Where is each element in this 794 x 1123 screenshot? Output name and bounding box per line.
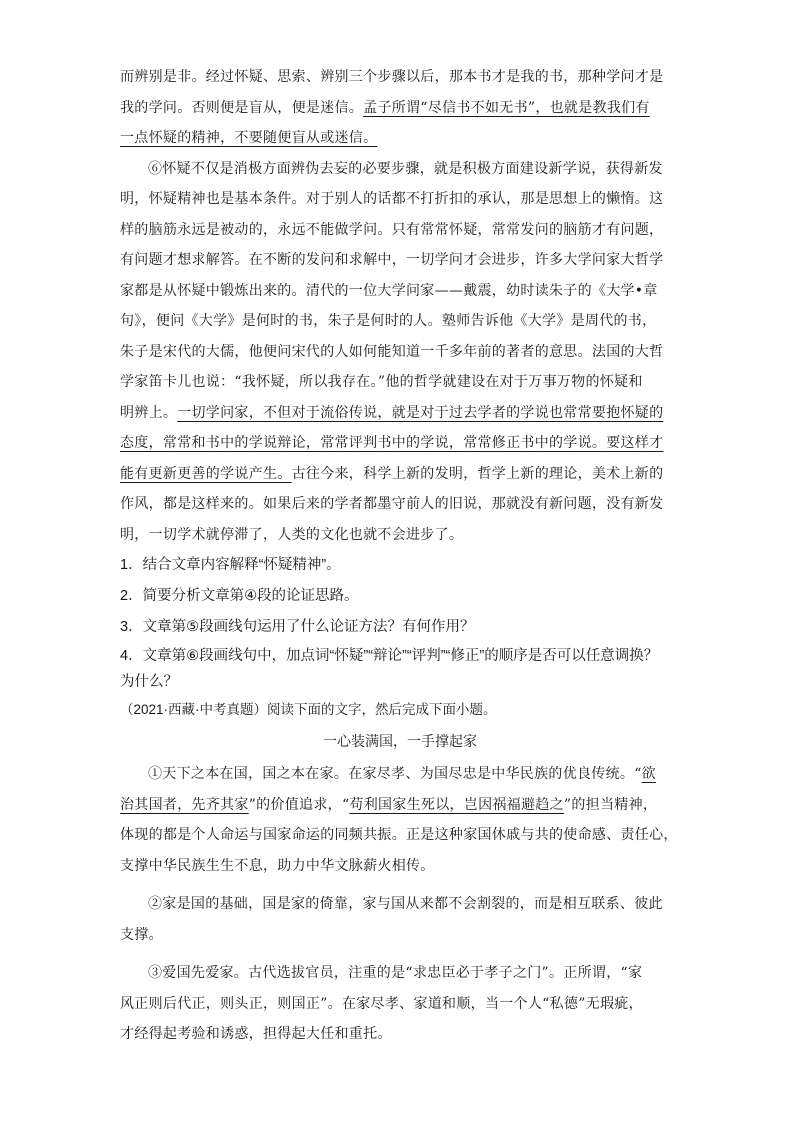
text-line: 句》，便问《大学》是何时的书，朱子是何时的人。塾师告诉他《大学》是周代的书， [120, 313, 657, 329]
text-line: 有问题才想求解答。在不断的发问和求解中，一切学问才会进步，许多大学问家大哲学 [120, 252, 664, 268]
underlined-sentence: 态度，常常和书中的学说辩论，常常评判书中的学说，常常修正书中的学说。要这样才 [120, 435, 664, 451]
text-line [120, 123, 680, 154]
text-line: 明辨上。一切学问家，不但对于流俗传说，就是对于过去学者的学说也常常要抱怀疑的 [120, 404, 664, 421]
underlined-phrase: 欲 [641, 766, 656, 782]
underlined-sentence: 孟子所谓“尽信书不如无书”，也就是教我们有 [363, 99, 650, 116]
paragraph-6 [120, 154, 680, 551]
text-line: 才经得起考验和诱惑，担得起大任和重托。 [120, 1026, 392, 1042]
text-line: ②家是国的基础，国是家的倚靠，家与国从来都不会割裂的，而是相互联系、彼此 [148, 896, 663, 912]
underlined-sentence: 一切学问家，不但对于流俗传说，就是对于过去学者的学说也常常要抱怀疑的 [177, 404, 664, 421]
text-line: 明，怀疑精神也是基本条件。对于别人的话都不打折扣的承认，那是思想上的懒惰。这 [120, 191, 664, 207]
text-line: ①天下之本在国，国之本在家。在家尽孝、为国尽忠是中华民族的优良传统。“欲 [148, 766, 656, 782]
text-line: 风正则后代正，则头正，则国正”。在家尽孝、家道和顺，当一个人“私德”无瑕疵， [120, 995, 643, 1012]
text-line: 体现的都是个人命运与国家命运的同频共振。正是这种家国休戚与共的使命感、责任心， [120, 827, 678, 843]
source-note: （2021·西藏·中考真题）阅读下面的文字，然后完成下面小题。 [120, 702, 497, 717]
text-line: 朱子是宋代的大儒，他便问宋代的人如何能知道一千多年前的著者的意思。法国的大哲 [120, 343, 664, 360]
text-line: 家都是从怀疑中锻炼出来的。清代的一位大学问家——戴震，幼时读朱子的《大学•章 [120, 282, 658, 299]
question-4-cont: 为什么？ [120, 674, 178, 690]
text-line: 治其国者，先齐其家”的价值追求，“苟利国家生死以，岂因祸福避趋之”的担当精神， [120, 796, 658, 813]
text-line [120, 428, 680, 459]
text-line: 支撑中华民族生生不息，助力中华文脉薪火相传。 [120, 857, 435, 874]
underlined-sentence: 一点怀疑的精神，不要随便盲从或迷信。 [120, 130, 378, 146]
text-line: ③爱国先爱家。古代选拔官员，注重的是“求忠臣必于孝子之门”。正所谓，“家 [148, 965, 643, 981]
text-line: 而辨别是非。经过怀疑、思索、辨别三个步骤以后，那本书才是我的书，那种学问才是 [120, 69, 664, 85]
underlined-phrase: 治其国者，先齐其家 [120, 796, 249, 813]
underlined-sentence: 能有更新更善的学说产生。 [120, 465, 292, 482]
text-line: ⑥怀疑不仅是消极方面辨伪去妄的必要步骤，就是积极方面建设新学说，获得新发 [148, 160, 663, 177]
text-line: 作风，都是这样来的。如果后来的学者都墨守前人的旧说，那就没有新问题，没有新发 [120, 496, 664, 512]
text-line: 支撑。 [120, 926, 163, 943]
questions [120, 550, 680, 695]
question-2: 2．简要分析文章第④段的论证思路。 [120, 588, 359, 604]
question-3: 3．文章第⑤段画线句运用了什么论证方法？有何作用？ [120, 619, 475, 635]
passage1-intro [120, 62, 680, 154]
document-page [120, 62, 680, 1050]
text-line: 样的脑筋永远是被动的，永远不能做学问。只有常常怀疑，常常发问的脑筋才有问题， [120, 221, 664, 238]
text-line: 能有更新更善的学说产生。古往今来，科学上新的发明，哲学上新的理论，美术上新的 [120, 465, 664, 482]
text-line: 学家笛卡儿也说：“我怀疑，所以我存在。”他的哲学就建设在对于万事万物的怀疑和 [120, 374, 643, 390]
passage2 [120, 725, 680, 1050]
underlined-phrase: 苟利国家生死以，岂因祸福避趋之 [349, 796, 564, 813]
passage-title: 一心装满国，一手撑起家 [323, 734, 477, 750]
text-line: 我的学问。否则便是盲从，便是迷信。孟子所谓“尽信书不如无书”，也就是教我们有 [120, 99, 650, 116]
question-1: 1．结合文章内容解释“怀疑精神”。 [120, 557, 341, 573]
text-line: 明，一切学术就停滞了，人类的文化也就不会进步了。 [120, 526, 464, 543]
question-4: 4．文章第⑥段画线句中，加点词“怀疑”“辩论”“评判”“修正”的顺序是否可以任意调换？ [120, 648, 659, 664]
